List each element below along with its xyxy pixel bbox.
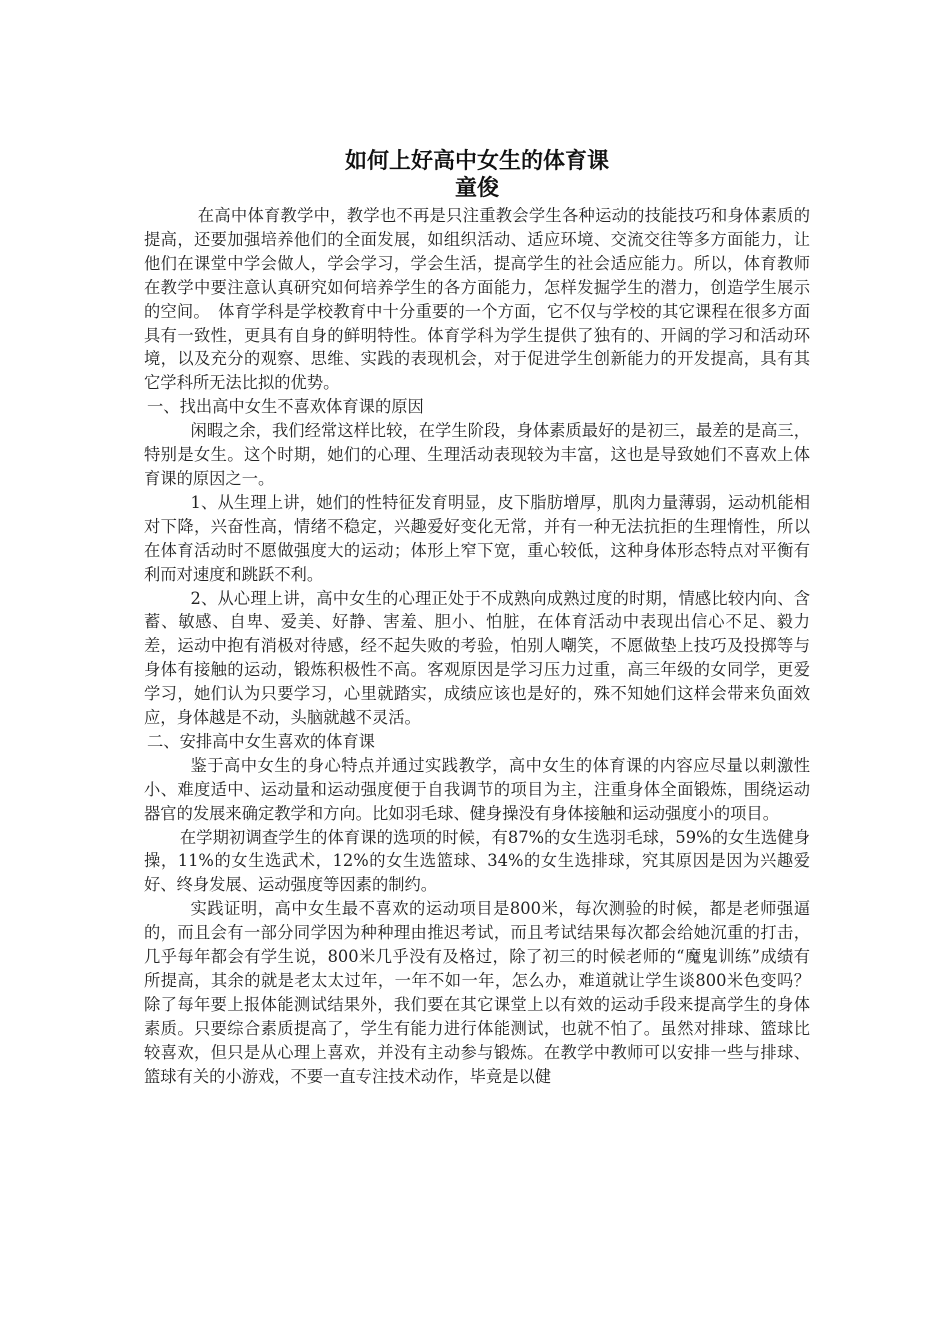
section1-paragraph-1: 闲暇之余，我们经常这样比较，在学生阶段，身体素质最好的是初三，最差的是高三，特别是女生。这个时期，她们的心理、生理活动表现较为丰富，这也是导致她们不喜欢上体育课的原因之一。 xyxy=(144,421,810,488)
section-heading-1: 一、找出高中女生不喜欢体育课的原因 xyxy=(147,397,424,417)
document-title: 如何上好高中女生的体育课 xyxy=(344,149,609,174)
section2-paragraph-1: 鉴于高中女生的身心特点并通过实践教学，高中女生的体育课的内容应尽量以刺激性小、难度适中、运动量和运动强度便于自我调节的项目为主，注重身体全面锻炼，围绕运动器官的发展来确定教学和方向。比如羽毛球、健身操没有身体接触和运动强度小的项目。 xyxy=(144,755,810,823)
document-author: 童俊 xyxy=(454,176,499,201)
document-page xyxy=(144,148,810,1089)
section2-paragraph-3: 实践证明，高中女生最不喜欢的运动项目是800米，每次测验的时候，都是老师强逼的，而且会有一部分同学因为种种理由推迟考试，而且考试结果每次都会给她沉重的打击，几乎每年都会有学生说，800米几乎没有及格过，除了初三的时候老师的“魔鬼训练”成绩有所提高，其余的就是老太太过年，一年不如一年，怎么办，难道就让学生谈800米色变吗？除了每年要上报体能测试结果外，我们要在其它课堂上以有效的运动手段来提高学生的身体素质。只要综合素质提高了，学生有能力进行体能测试，也就不怕了。虽然对排球、篮球比较喜欢，但只是从心理上喜欢，并没有主动参与锻炼。在教学中教师可以安排一些与排球、篮球有关的小游戏，不要一直专注技术动作，毕竟是以健 xyxy=(144,899,810,1086)
section1-paragraph-3: 2、从心理上讲，高中女生的心理正处于不成熟向成熟过度的时期，情感比较内向、含蓄、敏感、自卑、爱美、好静、害羞、胆小、怕脏，在体育活动中表现出信心不足、毅力差，运动中抱有消极对待感，经不起失败的考验，怕别人嘲笑，不愿做垫上技巧及投掷等与身体有接触的运动，锻炼积极性不高。客观原因是学习压力过重，高三年级的女同学，更爱学习，她们认为只要学习，心里就踏实，成绩应该也是好的，殊不知她们这样会带来负面效应，身体越是不动，头脑就越不灵活。 xyxy=(144,588,810,728)
section-heading-2: 二、安排高中女生喜欢的体育课 xyxy=(147,731,375,751)
section1-paragraph-2: 1、从生理上讲，她们的性特征发育明显，皮下脂肪增厚，肌肉力量薄弱，运动机能相对下降，兴奋性高，情绪不稳定，兴趣爱好变化无常，并有一种无法抗拒的生理惰性，所以在体育活动时不愿做强度大的运动；体形上窄下宽，重心较低，这种身体形态特点对平衡有利而对速度和跳跃不利。 xyxy=(144,492,810,584)
section2-paragraph-2: 在学期初调查学生的体育课的选项的时候，有87%的女生选羽毛球，59%的女生选健身操，11%的女生选武术，12%的女生选篮球、34%的女生选排球，究其原因是因为兴趣爱好、终身发展、运动强度等因素的制约。 xyxy=(144,827,810,895)
intro-paragraph: 在高中体育教学中，教学也不再是只注重教会学生各种运动的技能技巧和身体素质的提高，还要加强培养他们的全面发展，如组织活动、适应环境、交流交往等多方面能力，让他们在课堂中学会做人，学会学习，学会生活，提高学生的社会适应能力。所以，体育教师在教学中要注意认真研究如何培养学生的各方面能力，怎样发掘学生的潜力，创造学生展示的空间。 体育学科是学校教育中十分重要的一个方面，它不仅与学校的其它课程在很多方面具有一致性，更具有自身的鲜明特性。体育学科为学生提供了独有的、开阔的学习和活动环境，以及充分的观察、思维、实践的表现机会，对于促进学生创新能力的开发提高，具有其它学科所无法比拟的优势。 xyxy=(144,206,810,393)
